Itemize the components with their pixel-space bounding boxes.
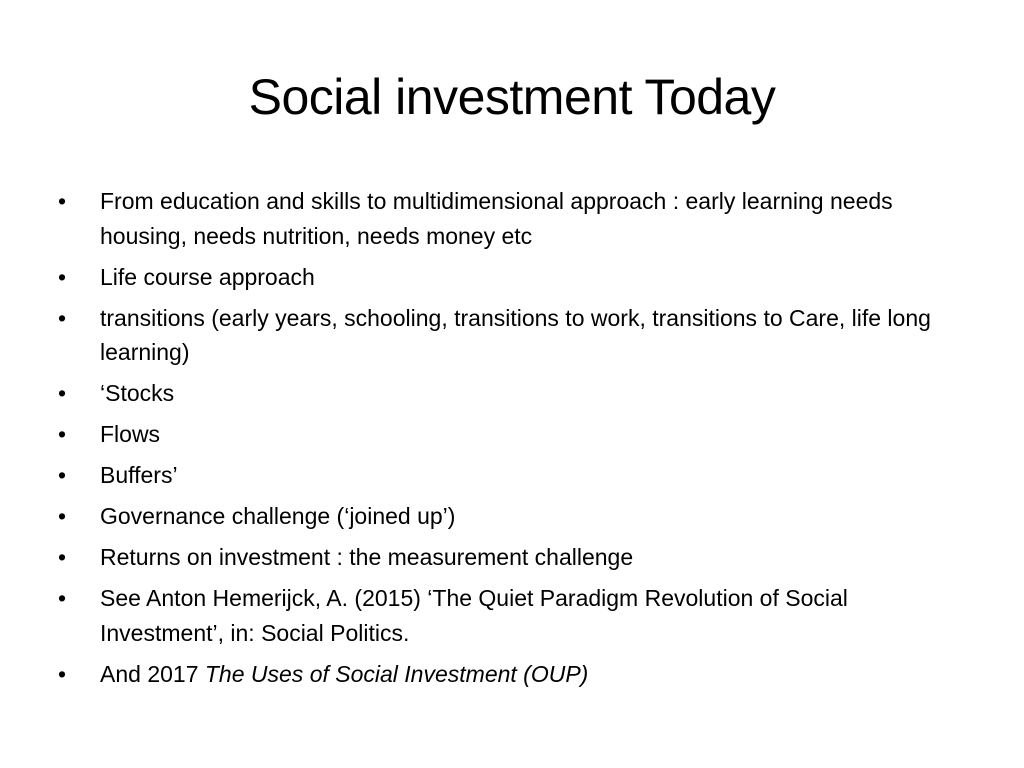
bullet-dot-icon: • xyxy=(58,421,67,447)
bullet-item-reference-2017 xyxy=(58,657,968,692)
bullet-list xyxy=(58,184,968,698)
bullet-item-returns xyxy=(58,540,968,575)
bullet-item-buffers xyxy=(58,458,968,493)
slide-title: Social investment Today xyxy=(248,69,776,125)
bullet-dot-icon: • xyxy=(58,263,67,290)
bullet-item-stocks xyxy=(58,376,968,411)
bullet-item-education xyxy=(58,184,968,253)
book-title: The Uses of Social Investment (OUP) xyxy=(204,660,589,687)
bullet-dot-icon: • xyxy=(58,544,67,570)
bullet-text: From education and skills to multidimensional approach : early learning needs housing, needs nutrition, needs money etc xyxy=(100,188,893,249)
bullet-text: ‘Stocks xyxy=(100,380,175,406)
bullet-text: Life course approach xyxy=(100,263,315,290)
bullet-dot-icon: • xyxy=(58,660,67,687)
bullet-text: transitions (early years, schooling, transitions to work, transitions to Care, life long learning) xyxy=(100,304,931,365)
bullet-text: Flows xyxy=(100,421,161,447)
bullet-item-governance xyxy=(58,499,968,534)
bullet-text: Buffers’ xyxy=(100,462,178,488)
bullet-dot-icon: • xyxy=(58,380,67,406)
bullet-dot-icon: • xyxy=(58,585,67,611)
bullet-dot-icon: • xyxy=(58,503,67,529)
bullet-dot-icon: • xyxy=(58,304,67,331)
bullet-dot-icon: • xyxy=(58,462,67,488)
bullet-text-prefix: And 2017 xyxy=(100,660,205,687)
bullet-item-flows xyxy=(58,417,968,452)
bullet-item-reference-2015 xyxy=(58,581,968,650)
bullet-item-life-course xyxy=(58,260,968,295)
bullet-text: See Anton Hemerijck, A. (2015) ‘The Quiet Paradigm Revolution of Social Investment’, in: Social Politics. xyxy=(100,585,848,646)
bullet-dot-icon: • xyxy=(58,188,67,214)
bullet-text: Returns on investment : the measurement challenge xyxy=(100,544,634,570)
bullet-text: Governance challenge (‘joined up’) xyxy=(100,503,456,529)
bullet-item-transitions xyxy=(58,301,968,370)
